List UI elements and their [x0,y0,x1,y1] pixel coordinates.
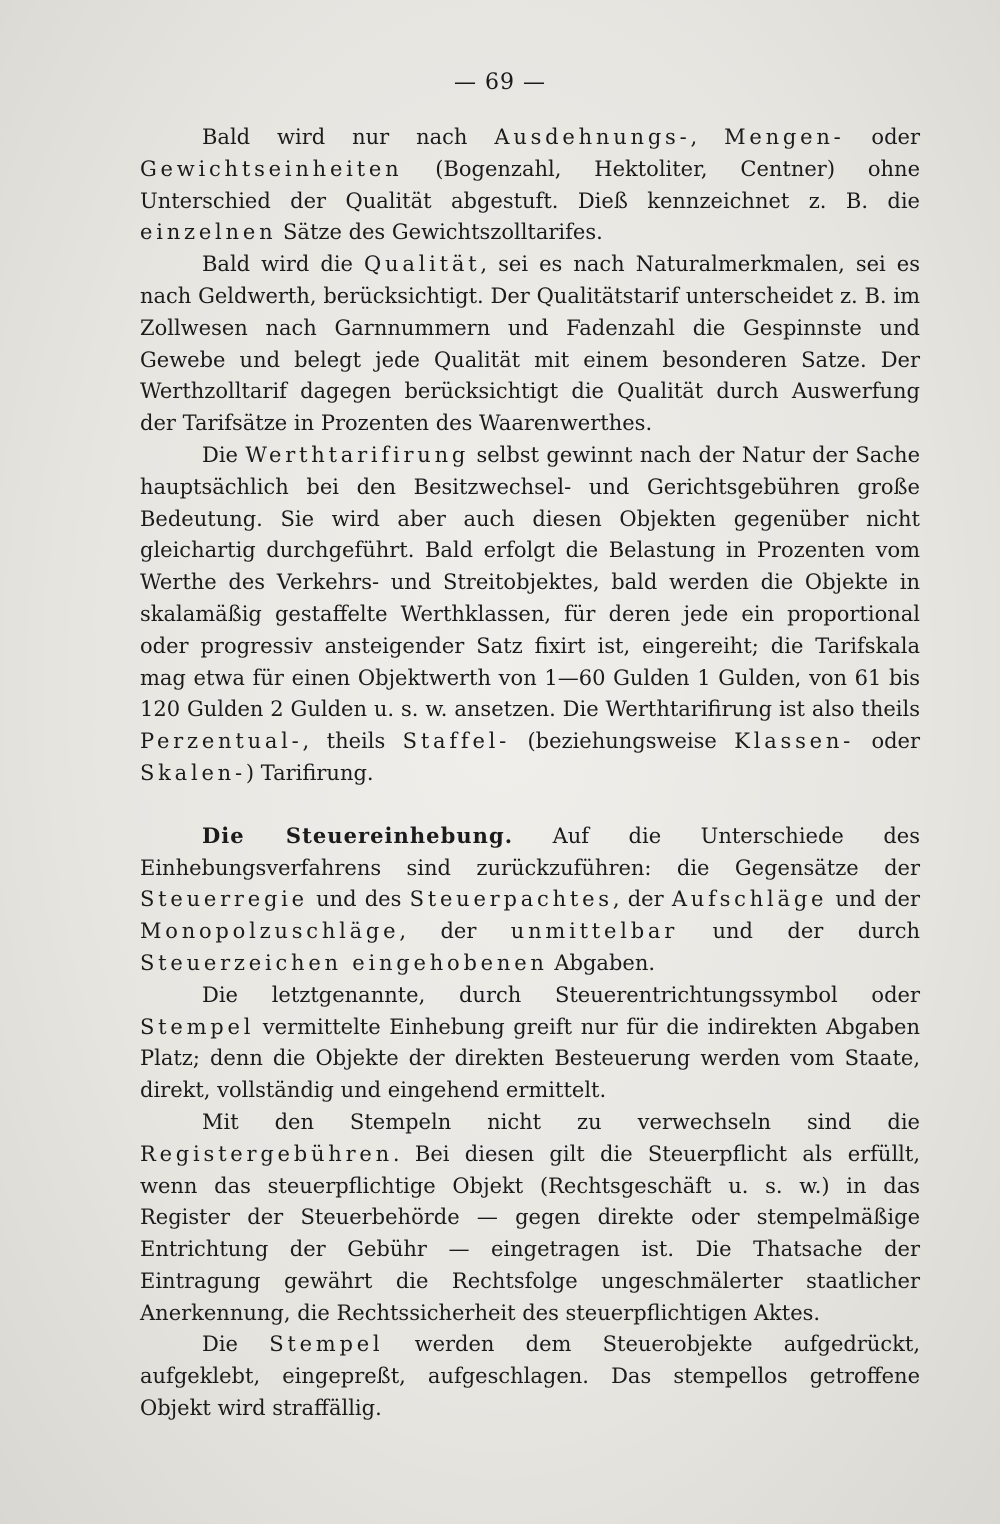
paragraph [140,980,920,1107]
spaced-emphasis: Steuerpachtes [409,887,613,912]
paragraph [140,249,920,440]
text-run: Die letztgenannte, durch Steuerentrichtungssymbol oder [202,982,920,1007]
text-run: , sei es nach Naturalmerkmalen, sei es nach Geldwerth, berücksichtigt. Der Qualitätstarif unterscheidet z. B. im Zollwesen nach Garnnummern und Fadenzahl die Gespinnste und Gewebe und belegt jede Qualität mit einem besonderen Satze. Der Werthzolltarif dagegen berücksichtigt die Qualität durch Auswerfung der Tarifsätze in Prozenten des Waarenwerthes. [140,252,920,436]
body-text [140,122,920,1425]
spaced-emphasis: Qualität [364,252,481,277]
paragraph [140,440,920,790]
text-run: , der [612,887,672,912]
spaced-emphasis: einzelnen [140,220,277,245]
spaced-emphasis: Aufschläge [671,887,828,912]
text-run: oder [844,125,920,149]
text-run: und der [827,887,921,912]
text-run: . Bei diesen gilt die Steuerpflicht als erfüllt, wenn das steuerpflichtige Objekt (Rechtsgeschäft u. s. w.) in das Register der Steuerbehörde — gegen direkte oder stempelmäßige Entrichtung der Gebühr — eingetragen ist. Die Thatsache der Eintragung gewährt die Rechtsfolge ungeschmälerter staatlicher Anerkennung, die Rechtssicherheit des steuerpflichtigen Aktes. [140,1141,920,1325]
spaced-emphasis: Monopolzuschläge [140,919,400,944]
spaced-emphasis: Registergebühren [140,1141,393,1166]
text-run: ) Tarifirung. [245,760,374,785]
text-run: und der durch [678,919,920,944]
paragraph [140,1329,920,1424]
spaced-emphasis: Mengen- [724,125,845,149]
text-run: , [690,125,725,149]
text-run: werden dem Steuerobjekte aufgedrückt, aufgeklebt, eingepreßt, aufgeschlagen. Das stempellos getroffene Objekt wird straffällig. [140,1332,920,1421]
spaced-emphasis: Stempel [140,1014,255,1039]
spaced-emphasis: Steuerregie [140,887,308,912]
spaced-emphasis: Staffel- [402,729,511,754]
spaced-emphasis: Klassen- [734,729,855,754]
text-run: , der [399,919,511,944]
paragraph [140,1107,920,1330]
text-run: Abgaben. [547,950,656,975]
spaced-emphasis: Gewichtseinheiten [140,156,403,181]
spaced-emphasis: Skalen- [140,760,246,785]
text-run: und des [307,887,410,912]
spaced-emphasis: Ausdehnungs- [494,125,691,149]
text-run: selbst gewinnt nach der Natur der Sache hauptsächlich bei den Besitzwechsel- und Gerichtsgebühren große Bedeutung. Sie wird aber auch diesen Objekten gegenüber nicht gleichartig durchgeführt. Bald erfolgt die Belastung in Prozenten vom Werthe des Verkehrs- und Streitobjektes, bald werden die Objekte in skalamäßig gestaffelte Werthklassen, für deren jede ein proportional oder progressiv ansteigender Satz fixirt ist, eingereiht; die Tarifskala mag etwa für einen Objektwerth von 1—60 Gulden 1 Gulden, von 61 bis 120 Gulden 2 Gulden u. s. w. ansetzen. Die Werthtarifirung ist also theils [140,442,921,722]
text-run: Auf die Unterschiede des Einhebungsverfahrens sind zurückzuführen: die Gegensätze der [140,823,920,880]
spaced-emphasis: unmittelbar [510,919,679,944]
spaced-emphasis: Stempel [269,1332,384,1357]
text-run: (Bogenzahl, Hektoliter, Centner) ohne Unterschied der Qualität abgestuft. Dieß kennzeichnet z. B. die [140,156,920,213]
text-run: Bald wird nur nach [202,125,495,149]
paragraph [140,820,920,980]
text-run: Die [202,442,246,467]
text-run: Bald wird die [202,252,365,277]
text-run: , theils [302,729,403,754]
spaced-emphasis: Werthtarifirung [245,442,470,467]
text-run: oder [854,729,920,754]
paragraph [140,122,920,249]
text-run: vermittelte Einhebung greift nur für die indirekten Abgaben Platz; denn die Objekte der direkten Besteuerung werden vom Staate, direkt, vollständig und eingehend ermittelt. [140,1014,920,1103]
page-number: — 69 — [454,70,546,95]
section-heading: Die Steuereinhebung. [202,822,514,848]
spaced-emphasis: Perzentual- [140,729,303,754]
text-run: Die [202,1332,270,1357]
spaced-emphasis: Steuerzeichen eingehobenen [140,950,548,975]
text-run: Mit den Stempeln nicht zu verwechseln sind die [202,1109,920,1134]
text-run: (beziehungsweise [510,729,735,754]
text-run: Sätze des Gewichtszolltarifes. [276,220,603,245]
